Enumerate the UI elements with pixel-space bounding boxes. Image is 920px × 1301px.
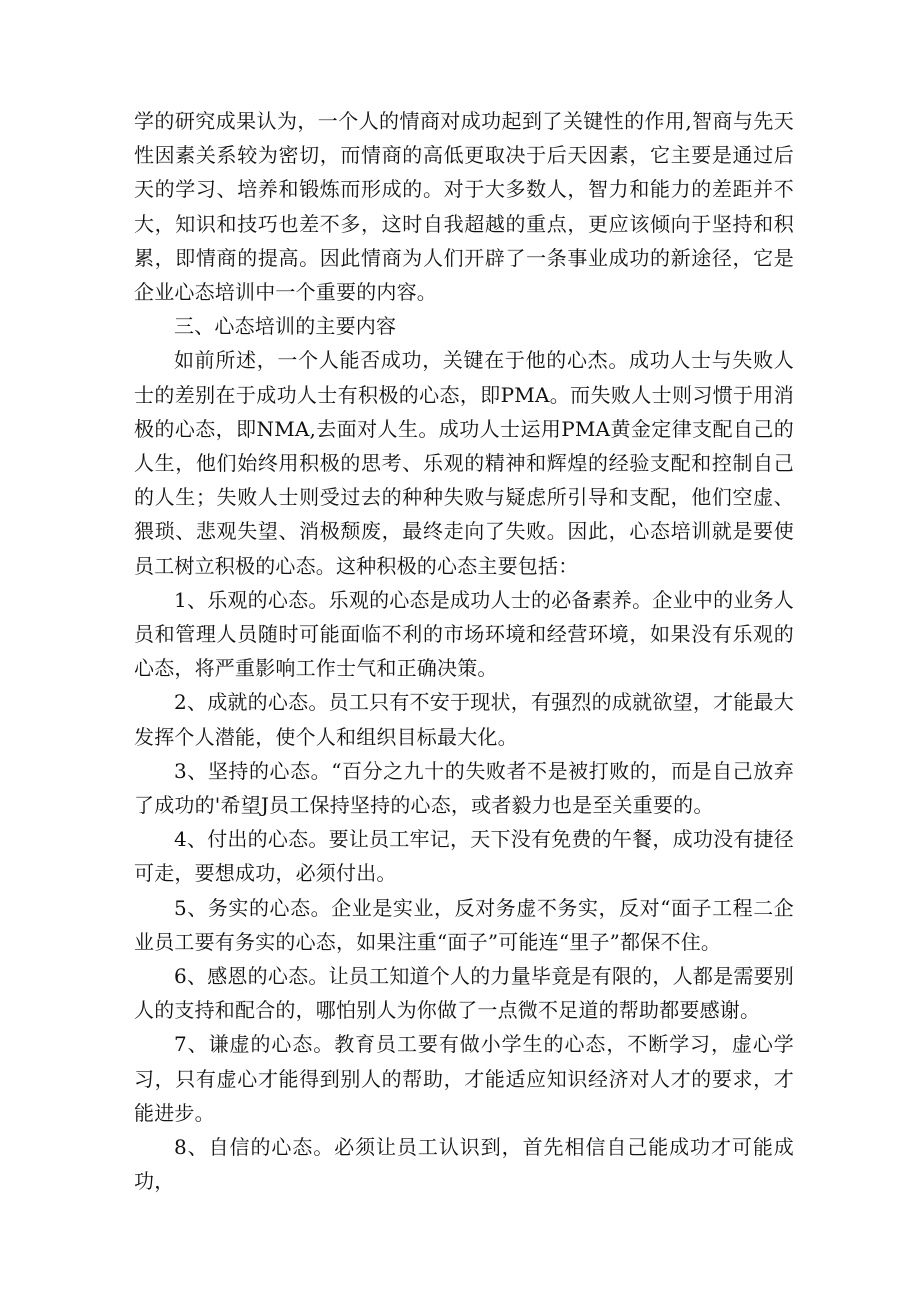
list-item-pragmatism: 5、务实的心态。企业是实业，反对务虚不务实，反对“面子工程二企业员工要有务实的心态，如果注重“面子”可能连“里子”都保不住。 bbox=[134, 895, 794, 954]
list-item-gratitude: 6、感恩的心态。让员工知道个人的力量毕竟是有限的，人都是需要别人的支持和配合的，哪怕别人为你做了一点微不足道的帮助都要感谢。 bbox=[134, 964, 794, 1023]
document-page bbox=[134, 104, 794, 1199]
paragraph-overview: 如前所述，一个人能否成功，关键在于他的心杰。成功人士与失败人士的差别在于成功人士有积极的心态，即PMA。而失败人士则习惯于用消极的心态，即NMA,去面对人生。成功人士运用PMA黄金定律支配自己的人生，他们始终用积极的思考、乐观的精神和辉煌的经验支配和控制自己的人生；失败人士则受过去的种种失败与疑虑所引导和支配，他们空虚、猥琐、悲观失望、消极颓废，最终走向了失败。因此，心态培训就是要使员工树立积极的心态。这种积极的心态主要包括： bbox=[134, 348, 794, 578]
list-item-confidence: 8、自信的心态。必须让员工认识到，首先相信自己能成功才可能成功， bbox=[134, 1135, 794, 1194]
list-item-optimism: 1、乐观的心态。乐观的心态是成功人士的必备素养。企业中的业务人员和管理人员随时可能面临不利的市场环境和经营环境，如果没有乐观的心态，将严重影响工作士气和正确决策。 bbox=[134, 587, 794, 681]
list-item-contribution: 4、付出的心态。要让员工牢记，天下没有免费的午餐，成功没有捷径可走，要想成功，必须付出。 bbox=[134, 827, 794, 886]
list-item-modesty: 7、谦虚的心态。教育员工要有做小学生的心态，不断学习，虚心学习，只有虚心才能得到别人的帮助，才能适应知识经济对人才的要求，才能进步。 bbox=[134, 1032, 794, 1125]
paragraph-intro-continuation: 学的研究成果认为，一个人的情商对成功起到了关键性的作用,智商与先天性因素关系较为密切，而情商的高低更取决于后天因素，它主要是通过后天的学习、培养和锻炼而形成的。对于大多数人，智力和能力的差距并不大，知识和技巧也差不多，这时自我超越的重点，更应该倾向于坚持和积累，即情商的提高。因此情商为人们开辟了一条事业成功的新途径，它是企业心态培训中一个重要的内容。 bbox=[134, 109, 794, 305]
list-item-persistence: 3、坚持的心态。“百分之九十的失败者不是被打败的，而是自己放弃了成功的'希望J员工保持坚持的心态，或者毅力也是至关重要的。 bbox=[134, 758, 794, 818]
section-heading: 三、心态培训的主要内容 bbox=[174, 314, 397, 339]
list-item-achievement: 2、成就的心态。员工只有不安于现状，有强烈的成就欲望，才能最大发挥个人潜能，使个人和组织目标最大化。 bbox=[134, 690, 794, 749]
